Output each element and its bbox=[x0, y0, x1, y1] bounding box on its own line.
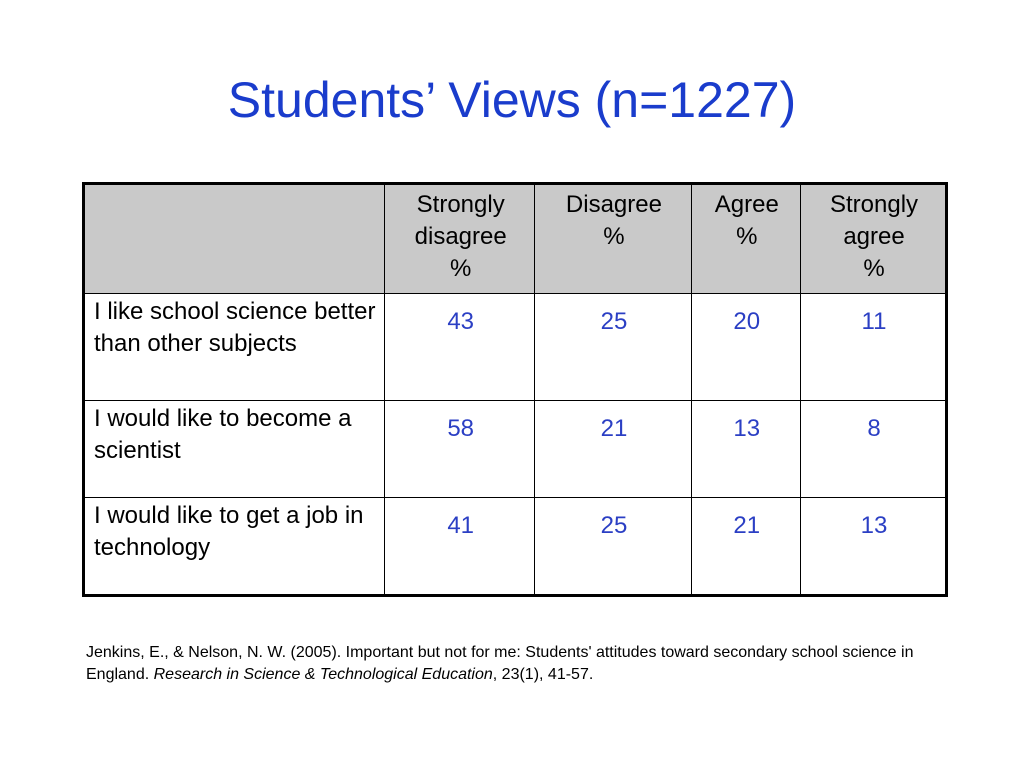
value-cell: 41 bbox=[385, 498, 535, 596]
header-corner-cell bbox=[84, 184, 385, 294]
statement-cell: I like school science better than other subjects bbox=[84, 294, 385, 401]
value-cell: 25 bbox=[535, 294, 691, 401]
citation bbox=[86, 642, 946, 686]
survey-table bbox=[82, 182, 948, 597]
value-cell: 13 bbox=[691, 401, 800, 498]
header-disagree bbox=[535, 184, 691, 294]
table-row bbox=[84, 294, 947, 401]
value-cell: 11 bbox=[801, 294, 947, 401]
header-line: Strongly bbox=[829, 191, 919, 218]
header-line: disagree bbox=[414, 223, 507, 250]
header-agree bbox=[691, 184, 800, 294]
header-strongly-agree bbox=[801, 184, 947, 294]
header-line: % bbox=[603, 223, 625, 250]
header-line: % bbox=[863, 255, 885, 282]
header-line: agree bbox=[843, 223, 905, 250]
header-line: % bbox=[450, 255, 472, 282]
citation-text: Jenkins, E., & Nelson, N. W. (2005). Important but not for me: Students' attitudes toward secondary school science in England. bbox=[86, 644, 914, 683]
citation-journal: Research in Science & Technological Education bbox=[153, 666, 493, 683]
header-line: Disagree bbox=[565, 191, 662, 218]
statement-cell: I would like to become a scientist bbox=[84, 401, 385, 498]
value-cell: 58 bbox=[385, 401, 535, 498]
value-cell: 20 bbox=[691, 294, 800, 401]
value-cell: 21 bbox=[691, 498, 800, 596]
statement-cell: I would like to get a job in technology bbox=[84, 498, 385, 596]
table-row bbox=[84, 498, 947, 596]
table-header-row bbox=[84, 184, 947, 294]
value-cell: 8 bbox=[801, 401, 947, 498]
header-strongly-disagree bbox=[385, 184, 535, 294]
value-cell: 13 bbox=[801, 498, 947, 596]
value-cell: 21 bbox=[535, 401, 691, 498]
table-row bbox=[84, 401, 947, 498]
header-line: % bbox=[736, 223, 758, 250]
header-line: Strongly bbox=[416, 191, 505, 218]
value-cell: 25 bbox=[535, 498, 691, 596]
citation-details: , 23(1), 41-57. bbox=[492, 666, 594, 683]
value-cell: 43 bbox=[385, 294, 535, 401]
slide-title: Students’ Views (n=1227) bbox=[227, 72, 797, 128]
header-line: Agree bbox=[714, 191, 779, 218]
